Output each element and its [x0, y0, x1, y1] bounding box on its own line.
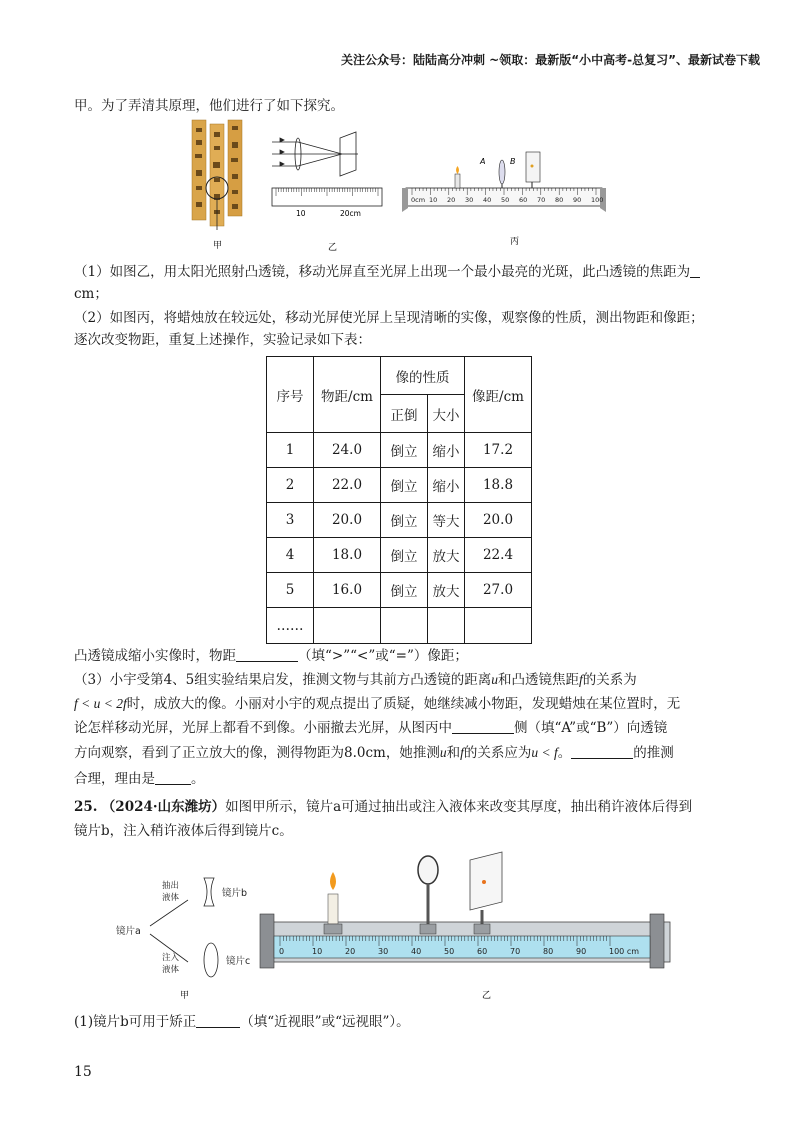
label-lens-a: 镜片a [116, 926, 141, 937]
marker-A: A [480, 157, 486, 166]
fig1-caption-bing: 丙 [510, 237, 520, 247]
scale-label: 30 [465, 196, 474, 204]
lens-diagram-jia [116, 878, 250, 977]
scale-label: 0 [279, 947, 285, 956]
scale-label: 20 [345, 947, 356, 956]
q1-line1: （1）如图乙，用太阳光照射凸透镜，移动光屏直至光屏上出现一个最小最亮的光斑，此凸透镜的焦距为 [74, 262, 734, 282]
ruler-label-20: 20cm [340, 209, 361, 218]
q25-1-line: (1)镜片b可用于矫正 （填“近视眼”或“远视眼”）。 [74, 1014, 410, 1030]
optical-bench-yi [260, 852, 670, 968]
q2-line2: 逐次改变物距，重复上述操作，实验记录如下表： [74, 332, 371, 348]
scale-label: 70 [537, 196, 546, 204]
scale-label: 60 [519, 196, 528, 204]
fig1-caption-yi: 乙 [328, 243, 338, 253]
lens-focus-diagram [272, 132, 358, 176]
ruler-label-10: 10 [296, 209, 306, 218]
svg-text:抽出: 抽出 [162, 881, 180, 891]
page-header: 关注公众号：陆陆高分冲刺 ~领取：最新版“小中高考-总复习”、最新试卷下载 [341, 53, 760, 67]
table-row: 5 16.0 倒立 放大 27.0 [267, 573, 532, 608]
scale-label: 60 [477, 947, 488, 956]
svg-text:液体: 液体 [162, 893, 180, 903]
page-number: 15 [74, 1064, 92, 1080]
q3-line5: 合理，理由是 。 [74, 771, 205, 787]
q3-line1: （3）小宇受第4、5组实验结果启发，推测文物与其前方凸透镜的距离u和凸透镜焦距f的关系为 [74, 672, 637, 688]
scale-label: 20 [447, 196, 456, 204]
optical-bench-c [402, 152, 606, 212]
th-orientation: 正倒 [381, 395, 428, 433]
scale-label: 100 cm [609, 947, 640, 956]
scale-label: 30 [378, 947, 389, 956]
scale-label: 50 [501, 196, 510, 204]
label-lens-b: 镜片b [222, 888, 248, 899]
scale-label: 80 [555, 196, 564, 204]
q2b-answer-blank[interactable] [236, 647, 298, 662]
scale-label: 100 [591, 196, 604, 204]
scale-label: 90 [573, 196, 582, 204]
th-no: 序号 [267, 357, 314, 433]
q3-side-blank[interactable] [452, 719, 514, 734]
scale-label: 40 [411, 947, 422, 956]
figure-1 [180, 118, 620, 258]
table-row: 3 20.0 倒立 等大 20.0 [267, 503, 532, 538]
scale-label: 10 [429, 196, 438, 204]
scale-label: 50 [444, 947, 455, 956]
label-lens-c: 镜片c [226, 956, 251, 967]
q1-line2: cm； [74, 286, 108, 302]
th-nature: 像的性质 [381, 357, 465, 395]
scale-label: 80 [543, 947, 554, 956]
fig2-caption-yi: 乙 [482, 991, 492, 1001]
ruler-b [272, 188, 382, 218]
th-object-distance: 物距/cm [314, 357, 381, 433]
th-size: 大小 [428, 395, 465, 433]
q25-1-answer-blank[interactable] [196, 1013, 240, 1028]
marker-B: B [510, 157, 516, 166]
scale-label: 70 [510, 947, 521, 956]
bamboo-slips-image [192, 120, 242, 230]
q2b-line: 凸透镜成缩小实像时，物距 （填“>”“<”或“=”）像距； [74, 648, 468, 664]
table-row: 4 18.0 倒立 放大 22.4 [267, 538, 532, 573]
q3-line4: 方向观察，看到了正立放大的像，测得物距为8.0cm，她推测u和f的关系应为u < f。 的推测 [74, 745, 674, 761]
th-image-distance: 像距/cm [465, 357, 532, 433]
q1-answer-blank[interactable] [690, 263, 700, 278]
scale-label: 40 [483, 196, 492, 204]
q25-line2: 镜片b，注入稍许液体后得到镜片c。 [74, 823, 293, 839]
figure-2 [110, 850, 710, 1010]
table-row: 2 22.0 倒立 缩小 18.8 [267, 468, 532, 503]
table-row: …… [267, 608, 532, 644]
scale-label: 0cm [411, 196, 426, 204]
q3-reason-blank[interactable] [155, 770, 191, 785]
experiment-table [266, 356, 532, 644]
table-row: 1 24.0 倒立 缩小 17.2 [267, 433, 532, 468]
fig2-caption-jia: 甲 [180, 991, 190, 1001]
intro-text: 甲。为了弄清其原理，他们进行了如下探究。 [74, 98, 344, 114]
scale-label: 10 [312, 947, 323, 956]
q3-line3: 论怎样移动光屏，光屏上都看不到像。小丽撤去光屏，从图丙中 侧（填“A”或“B”）向透镜 [74, 720, 668, 736]
q2-line1: （2）如图丙，将蜡烛放在较远处，移动光屏使光屏上呈现清晰的实像，观察像的性质，测出物距和像距； [74, 310, 704, 326]
svg-text:液体: 液体 [162, 965, 180, 975]
scale-label: 90 [576, 947, 587, 956]
fig1-caption-jia: 甲 [213, 241, 223, 251]
q25-line1: 25. （2024·山东潍坊）如图甲所示，镜片a可通过抽出或注入液体来改变其厚度，抽出稍许液体后得到 [74, 799, 693, 815]
svg-text:注入: 注入 [162, 953, 180, 963]
q3-who-blank[interactable] [571, 744, 633, 759]
q3-line2: f < u < 2f时，成放大的像。小丽对小宇的观点提出了质疑，她继续减小物距，发现蜡烛在某位置时，无 [74, 696, 681, 712]
